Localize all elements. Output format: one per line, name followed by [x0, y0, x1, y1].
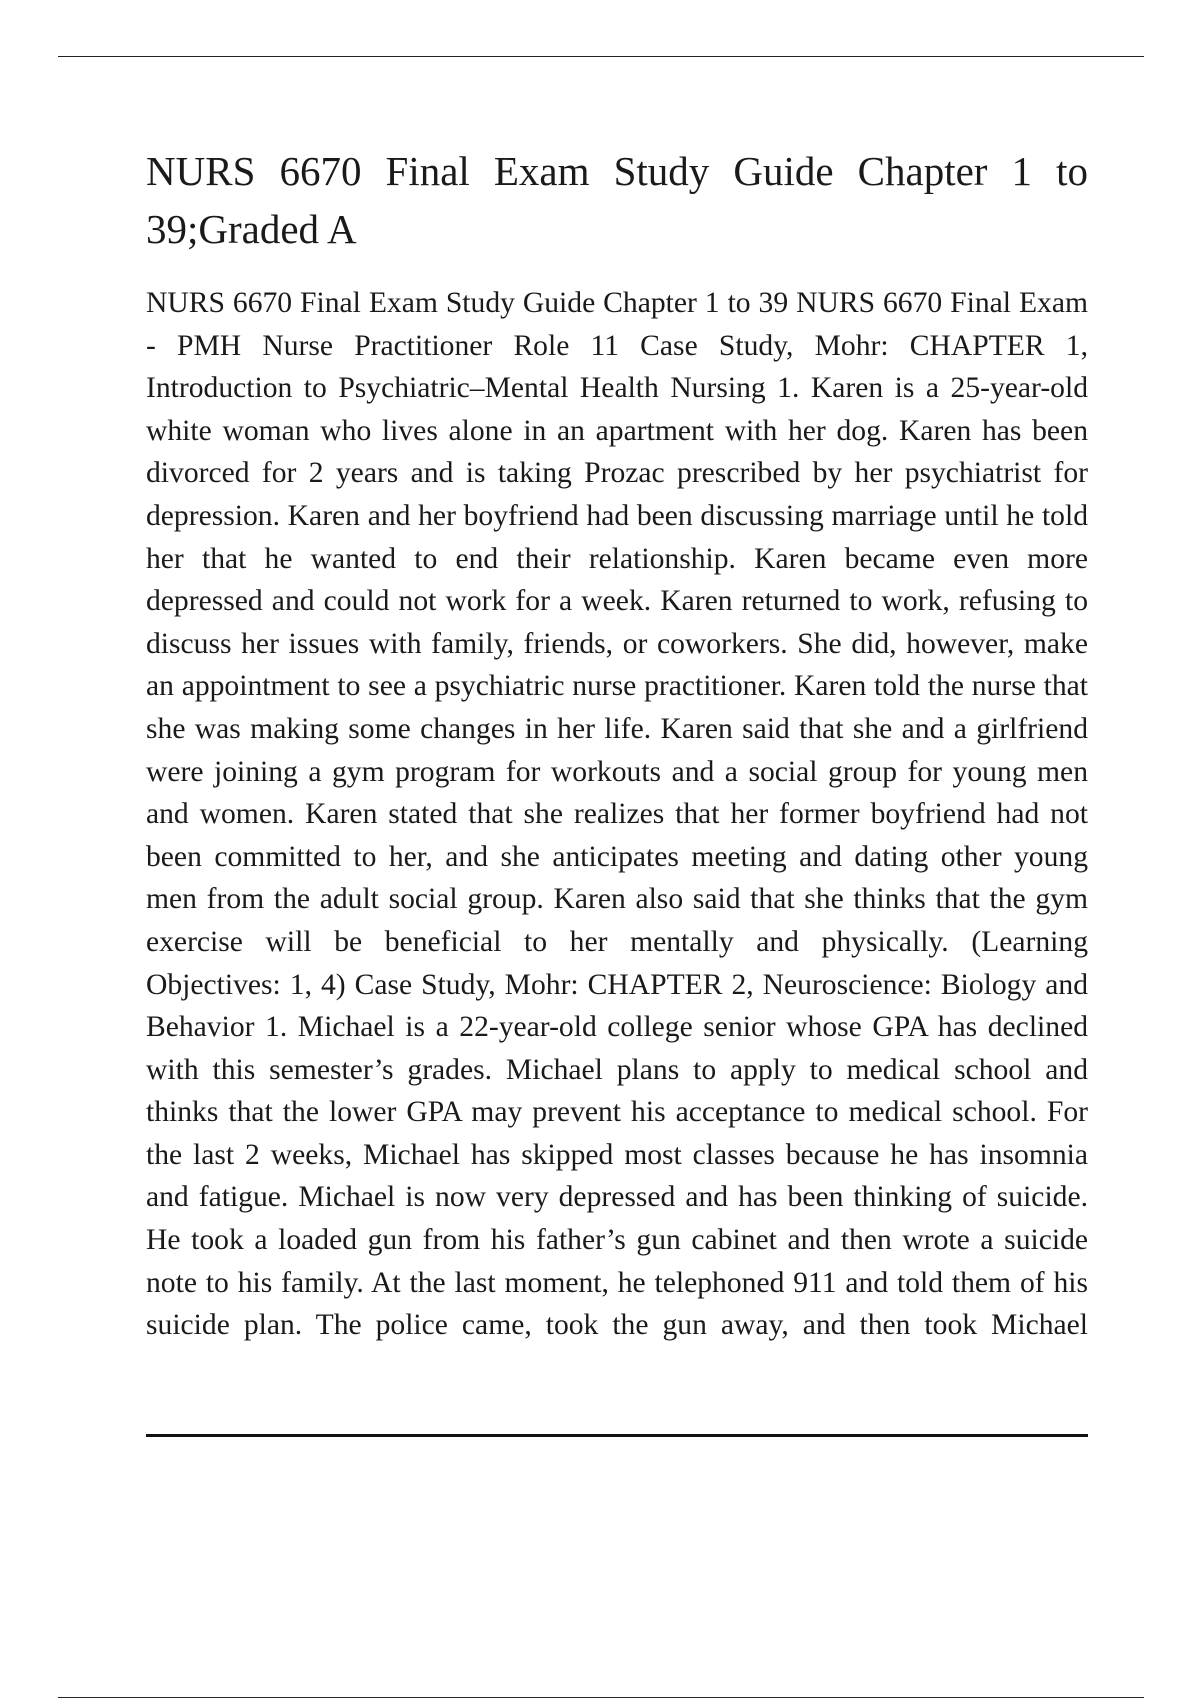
document-title: NURS 6670 Final Exam Study Guide Chapter 1 to 39;Graded A	[146, 148, 1088, 252]
document-body-text: NURS 6670 Final Exam Study Guide Chapter 1 to 39 NURS 6670 Final Exam - PMH Nurse Practitioner Role 11 Case Study, Mohr: CHAPTER 1, Introduction to Psychiatric–Mental Health Nursing 1. Karen is a 25-year-old white woman who lives alone in an apartment with her dog. Karen has been divorced for 2 years and is taking Prozac prescribed by her psychiatrist for depression. Karen and her boyfriend had been discussing marriage until he told her that he wanted to end their relationship. Karen became even more depressed and could not work for a week. Karen returned to work, refusing to discuss her issues with family, friends, or coworkers. She did, however, make an appointment to see a psychiatric nurse practitioner. Karen told the nurse that she was making some changes in her life. Karen said that she and a girlfriend were joining a gym program for workouts and a social group for young men and women. Karen stated that she realizes that her former boyfriend had not been committed to her, and she anticipates meeting and dating other young men from the adult social group. Karen also said that she thinks that the gym exercise will be beneficial to her mentally and physically. (Learning Objectives: 1, 4) Case Study, Mohr: CHAPTER 2, Neuroscience: Biology and Behavior 1. Michael is a 22-year-old college senior whose GPA has declined with this semester’s grades. Michael plans to apply to medical school and thinks that the lower GPA may prevent his acceptance to medical school. For the last 2 weeks, Michael has skipped most classes because he has insomnia and fatigue. Michael is now very depressed and has been thinking of suicide. He took a loaded gun from his father’s gun cabinet and then wrote a suicide note to his family. At the last moment, he telephoned 911 and told them of his suicide plan. The police came, took the gun away, and then took Michael	[146, 287, 1088, 1342]
preview-cutoff-line	[146, 1434, 1088, 1437]
top-divider	[58, 56, 1144, 57]
bottom-divider	[58, 1697, 1144, 1698]
